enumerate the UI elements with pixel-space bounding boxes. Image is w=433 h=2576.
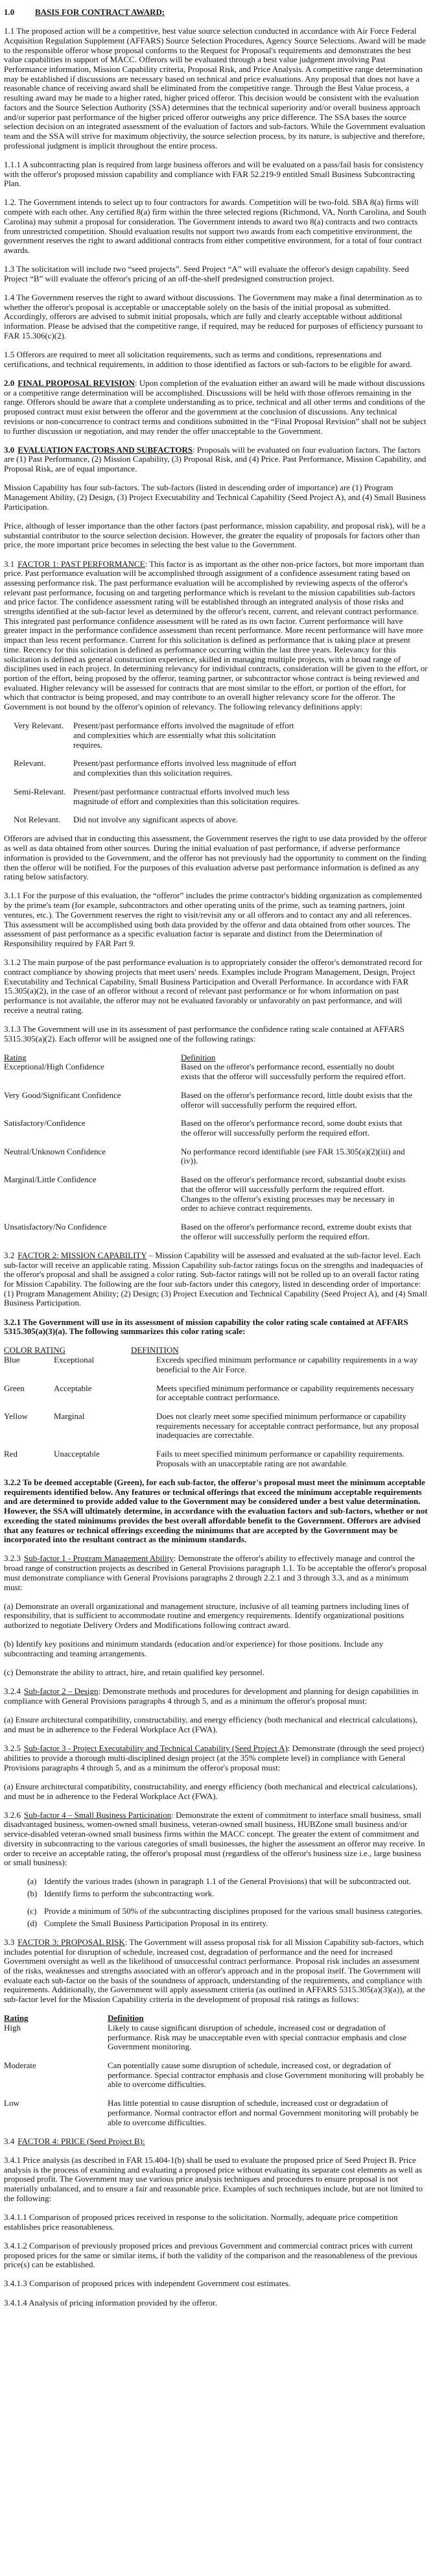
para-3-0: [4, 446, 428, 474]
color-name: Yellow: [4, 1411, 28, 1421]
relevancy-term: Not Relevant.: [14, 815, 61, 825]
para-3-4: [4, 2137, 428, 2147]
section-3-3-text: : The Government will assess proposal risk for all Mission Capability sub-factors, which includes potential for disruption of schedule, increased cost, degradation of performance and the need for increased Government oversight as well as the likelihood of unsuccessful contract performance. Proposal risk includes an assessment of the risks, weaknesses and strengths associated with an offeror's approach and in the proposal itself. The Government will evaluate each sub-factor on the basis of the soundness of approach, understanding of the requirements, and compliance with requirements. Additionally, the Government will apply assessment criteria (as outlined in AFFARS 5315.305(a)(3)(a)), at the sub-factor level for the Mission Capability criteria in the development of proposal risk ratings as follows:: [4, 1937, 425, 2005]
confidence-definition: No performance record identifiable (see FAR 15.305(a)(2)(iii) and (iv)).: [181, 1146, 405, 1166]
para-3-1: [4, 560, 428, 712]
para-1-2: 1.2. The Government intends to select up to four contractors for awards. Competition will be two-fold. SBA 8(a) firms will compete with each other. Any certified 8(a) firm within the three selected regions (Richmond, VA, North Carolina, and South Carolina) may submit a proposal for consideration. The Government intends to award two 8(a) contracts and two contracts from unrestricted competition. Should evaluation results not support two awards from each competitive environment, the government reserves the right to award additional contracts from either competitive environment, for a total of four contract awards.: [4, 197, 427, 255]
confidence-rating: Exceptional/High Confidence: [4, 1062, 104, 1072]
table-row: [4, 2061, 428, 2090]
para-3-4-1-1: 3.4.1.1 Comparison of proposed prices received in response to the solicitation. Normally, adequate price competition establishes price reasonableness.: [4, 2212, 398, 2232]
para-3-1-2: 3.1.2 The main purpose of the past performance evaluation is to appropriately consider the offeror's demonstrated record for contract compliance by showing projects that meet users' needs. Examples include Program Management, Design, Project Executability and Technical Capability, Small Business Participation and Overall Performance. In accordance with FAR 15.305(a)(2), in the case of an offeror without a record of relevant past performance or for whom information on past performance is not available, the offeror may not be evaluated favorably or unfavorably on past performance, and will receive a neutral rating.: [4, 957, 423, 1015]
list-item-label: (d): [27, 1918, 38, 1928]
table-header-row: [4, 1053, 428, 1063]
risk-rating: Low: [4, 2098, 19, 2108]
para-3-4-1-2: 3.4.1.2 Comparison of previously proposed prices and previous Government and commercial contract prices with current proposed prices for the same or similar items, if both the validity of the comparison and the reasonableness of the previous price(s) can be established.: [4, 2240, 417, 2270]
section-3-2-5-text: : Demonstrate (through the seed project) abilities to provide a thorough multi-disciplined design project (at the 35% complete level) in compliance with General Provisions paragraphs 4 through 5, and as a minimum the offeror's proposal must:: [4, 1743, 425, 1772]
para-1-4: 1.4 The Government reserves the right to award without discussions. The Government may make a final determination as to whether the offeror's proposal is acceptable or unacceptable solely on the basis of the initial proposal as submitted. Accordingly, offerors are advised to submit initial proposals, which are fully and clearly acceptable without additional information. Please be advised that the competitive range, if required, may be reduced for purposes of efficiency pursuant to FAR 15.306(c)(2).: [4, 292, 423, 340]
para-price-importance: Price, although of lesser importance than the other factors (past performance, mission capability, and proposal risk), will be a substantial contributor to the source selection decision. However, the greater the equality of proposals for factors other than price, the more important price becomes in selecting the best value to the Government.: [4, 520, 426, 550]
color-rating: Unacceptable: [54, 1449, 100, 1459]
color-rating: Marginal: [54, 1411, 85, 1421]
section-3-3-number: 3.3: [4, 1937, 15, 1947]
risk-rating: Moderate: [4, 2060, 36, 2071]
rating-column-header: Rating: [4, 1052, 27, 1062]
risk-definition: Likely to cause significant disruption of schedule, increased cost or degradation of performance. Risk may be unacceptable even with special contractor emphasis and close Government monitoring.: [108, 2022, 407, 2052]
risk-definition: Can potentially cause some disruption of schedule, increased cost, or degradation of performance. Special contractor emphasis and close Government monitoring will probably be able to overcome difficulties.: [108, 2060, 424, 2090]
para-3-2-2: 3.2.2 To be deemed acceptable (Green), for each sub-factor, the offeror's proposal must meet the minimum acceptable requirements identified below. Any features or technical offerings that exceed the minimum acceptable requirements and are determined to provide added value to the Government may be considered under a best value determination. However, the SSA will ultimately determine, in accordance with the evaluation factors and sub-factors, whether or not exceeding the stated minimums provides the best overall affordable benefit to the Government. Offerors are advised that any features or technical offerings exceeding the minimums that are accepted by the Government may be incorporated into the resultant contract as the minimum standards.: [4, 1477, 428, 1545]
list-item-text: Complete the Small Business Participation Proposal in its entirety.: [44, 1918, 268, 1928]
section-3-2-3-text: : Demonstrate the offeror's ability to effectively manage and control the broad range of construction projects as described in General Provisions paragraph 1.1. To be acceptable the offeror's proposal must demonstrate compliance with General Provisions paragraphs 2 through 2.2.1 and 3 through 3.3, and as a minimum must:: [4, 1553, 427, 1592]
section-2-number: 2.0: [4, 378, 15, 388]
section-3-3-title: FACTOR 3: PROPOSAL RISK: [18, 1937, 125, 1947]
para-3-1-1: 3.1.1 For the purpose of this evaluation, the “offeror” includes the prime contractor's bidding organization as complemented by the prime's team (for example, subcontractors and other operating units of the prime, such as teaming partners, joint ventures, etc.). The Government reserves the right to visit/revisit any or all offerors and to contact any and all references. This assessment will be accomplished using both data provided by the offeror and data obtained from other sources. The assessment of past performance as a specific evaluation factor is separate and distinct from the Determination of Responsibility required by FAR Part 9.: [4, 890, 422, 948]
list-item: [27, 1877, 428, 1887]
confidence-rating: Very Good/Significant Confidence: [4, 1090, 121, 1100]
color-definition: Does not clearly meet some specified minimum performance or capability requirements necessary for acceptable contract performance, but any proposal inadequacies are correctable.: [156, 1411, 419, 1440]
relevancy-definition: Present/past performance efforts involved the magnitude of effort and complexities which are essentially what this solicitation requires.: [73, 721, 294, 750]
para-2-0: [4, 379, 428, 436]
list-item: [27, 1889, 428, 1899]
confidence-rating-table: [4, 1053, 428, 1242]
list-item-text: Identify firms to perform the subcontracting work.: [44, 1889, 215, 1899]
risk-rating: High: [4, 2022, 21, 2033]
color-rating-table: [4, 1346, 428, 1468]
confidence-definition: Based on the offeror's performance record, extreme doubt exists that the offeror will successfully perform the required effort.: [181, 1221, 412, 1241]
relevancy-definitions-table: [14, 721, 428, 825]
para-offerors-advised: Offerors are advised that in conducting this assessment, the Government reserves the right to use data provided by the offeror as well as data obtained from other sources. During the initial evaluation of past performance, if adverse performance information is provided to the Government, and the offeror has not previously had the opportunity to comment on the finding then the offeror will be notified. For the purposes of this evaluation adverse past performance information is defined as any rating below satisfactory.: [4, 833, 427, 882]
table-row: [14, 815, 428, 825]
section-1-title: BASIS FOR CONTRACT AWARD:: [35, 7, 165, 17]
section-3-2-4-number: 3.2.4: [4, 1686, 21, 1697]
confidence-rating: Neutral/Unknown Confidence: [4, 1146, 106, 1156]
confidence-definition: Based on the offeror's performance record, some doubt exists that the offeror will successfully perform the required effort.: [181, 1118, 403, 1138]
section-3-text: : Proposals will be evaluated on four evaluation factors. The factors are (1) Past Performance, (2) Mission Capability, (3) Proposal Risk, and (4) Price. Past Performance, Mission Capability, and Proposal Risk, are of equal importance.: [4, 444, 427, 474]
section-1-number: 1.0: [4, 7, 15, 17]
section-3-1-text: : This factor is as important as the other non-price factors, but more important than price. Past performance evaluation will be accomplished through assignment of a confidence assessment rating based on assessing performance risk. The past performance evaluation will be accomplished by reviewing aspects of the offeror's relevant past performance, focusing on and targeting performance which is revelant to the mission capabilities sub-factors and price factor. The confidence assessment rating will be established through an integrated analysis of those risks and strengths identified at the sub-factor level as determined by the offeror's recent, current, and relevant contract performance. This integrated past performance confidence assessment will be rated as its own factor. Current performance will have greater impact in the performance confidence assessment than recent performance. More recent performance will have more impact than less recent performance. Current for this solicitation is defined as performance that is taking place at present time. Recency for this solicitation is defined as performance occurring within the last three years. Relevancy for this solicitation is defined as general construction experience, skilled in managing multiple projects, with a broad range of disciplines used in each project. In determining relevancy for individual contracts, consideration will be given to the effort, or portion of the effort, being proposed by the offeror, teaming partner, or subcontractor whose contract is being reviewed and evaluated. Higher relevancy will be assessed for contracts that are most similar to the effort, or portion of the effort, for which that contractor is being proposed, and may contribute to an overall higher relevancy score for the offeror. The Government is not bound by the offeror's opinion of relevancy. The following relevancy definitions apply:: [4, 558, 428, 712]
proposal-risk-rating-table: [4, 2014, 428, 2127]
section-1-heading: [4, 8, 428, 18]
relevancy-definition: Did not involve any significant aspects of above.: [73, 815, 239, 825]
para-3-2-4-a: (a) Ensure architectural compatibility, constructability, and energy efficiency (both mechanical and electrical calculations), and must be in adherence to the Federal Workplace Act (FWA).: [4, 1715, 417, 1735]
table-row: [4, 1449, 428, 1468]
relevancy-term: Relevant.: [14, 758, 46, 769]
definition-column-header: Definition: [181, 1052, 216, 1062]
confidence-definition: Based on the offeror's performance record, essentially no doubt exists that the offeror will successfully perform the required effort.: [181, 1062, 406, 1082]
para-3-2-3-a: (a) Demonstrate an overall organizational and management structure, inclusive of all teaming partners including lines of responsibility, that is sufficient to accommodate routine and emergency requirements. Identify organizational positions authorized to negotiate Delivery Orders and Modifications following contract award.: [4, 1601, 409, 1630]
para-3-2-6: [4, 1811, 428, 1868]
section-3-2-5-number: 3.2.5: [4, 1743, 21, 1754]
para-3-4-1: 3.4.1 Price analysis (as described in FAR 15.404-1(b) shall be used to evaluate the proposed price of Seed Project B. Price analysis is the process of examining and evaluating a proposed price without evaluating its separate cost elements as well as proposed profit. The Government may use various price analysis techniques and procedures to ensure proposal is not materially unbalanced, and to ensure a fair and reasonable price. Examples of such techniques include, but are not limited to the following:: [4, 2154, 423, 2203]
table-row: [14, 787, 428, 806]
table-row: [4, 1222, 428, 1241]
relevancy-definition: Present/past performance contractual efforts involved much less magnitude of effort and complexities than this solicitation requires.: [73, 786, 300, 806]
section-3-2-6-text: : Demonstrate the extent of commitment to interface small business, small disadvantaged business, women-owned small business, veteran-owned small business, HUBZone small business and/or service-disabled veteran-owned small business firms within the MACC concept. The greater the extent of commitment and diversity in subcontracting to the various categories of small businesses, the higher the assessment an offeror may receive. In order to receive an acceptable rating, the offeror's proposal must (regardless of the offeror's business size i.e., large business or small business):: [4, 1809, 425, 1868]
table-row: [4, 1062, 428, 1081]
para-3-1-3: 3.1.3 The Government will use in its assessment of past performance the confidence rating scale contained at AFFARS 5315.305(a)(2). Each offeror will be assigned one of the following ratings:: [4, 1023, 404, 1044]
color-name: Blue: [4, 1355, 20, 1365]
section-3-title: EVALUATION FACTORS AND SUBFACTORS: [18, 444, 193, 455]
para-1-5: 1.5 Offerors are required to meet all solicitation requirements, such as terms and conditions, representations and certifications, and technical requirements, in addition to those identified as factors or sub-factors to be eligible for award.: [4, 350, 412, 369]
color-rating: Exceptional: [54, 1355, 95, 1365]
table-header-row: [4, 2014, 428, 2023]
color-name: Green: [4, 1383, 25, 1393]
definition-column-header: Definition: [108, 2013, 144, 2023]
section-3-2-3-number: 3.2.3: [4, 1553, 21, 1564]
color-definition: Exceeds specified minimum performance or capability requirements in a way beneficial to the Air Force.: [156, 1355, 418, 1374]
relevancy-term: Very Relevant.: [14, 721, 64, 731]
confidence-rating: Satisfactory/Confidence: [4, 1118, 86, 1128]
para-3-3: [4, 1938, 428, 2005]
table-row: [4, 1355, 428, 1374]
risk-definition: Has little potential to cause disruption of schedule, increased cost or degradation of performance. Normal contractor effort and normal Government monitoring will probably be able to overcome difficulties.: [108, 2098, 419, 2127]
section-3-2-5-title: Sub-factor 3 - Project Executability and Technical Capability (Seed Project A): [24, 1743, 288, 1754]
list-item-label: (c): [27, 1905, 37, 1916]
para-3-2-5: [4, 1744, 428, 1772]
para-3-2-1: 3.2.1 The Government will use in its assessment of mission capability the color rating scale contained at AFFARS 5315.305(a)(3)(a). The following summarizes this color rating scale:: [4, 1317, 408, 1337]
list-item-text: Identify the various trades (shown in paragraph 1.1 of the General Provisions) that will be subcontracted out.: [44, 1876, 412, 1887]
table-row: [14, 759, 428, 778]
section-3-2-6-number: 3.2.6: [4, 1809, 21, 1820]
confidence-definition: Based on the offeror's performance record, little doubt exists that the offeror will successfully perform the required effort.: [181, 1090, 412, 1110]
table-row: [4, 1175, 428, 1213]
para-1-3: 1.3 The solicitation will include two “seed projects”. Seed Project “A” will evaluate the offeror's design capability. Seed Project “B” will evaluate the offeror's pricing of an off-the-shelf predesigned construction project.: [4, 264, 409, 283]
color-definition: Meets specified minimum performance or capability requirements necessary for acceptable contract performance.: [156, 1383, 415, 1403]
small-business-requirements-list: [27, 1877, 428, 1928]
section-3-4-title: FACTOR 4: PRICE (Seed Project B):: [18, 2136, 145, 2146]
color-name: Red: [4, 1449, 18, 1459]
section-3-2-title: FACTOR 2: MISSION CAPABILITY: [18, 1250, 147, 1260]
table-row: [4, 1147, 428, 1166]
table-row: [4, 2099, 428, 2127]
para-1-1: 1.1 The proposed action will be a competitive, best value source selection conducted in accordance with Air Force Federal Acquisition Regulation Supplement (AFFARS) Source Selection Procedures, Agency Source Selections. Award will be made to the responsible offeror whose proposal conforms to the Request for Proposal's requirements and demonstrates the best value capabilities in support of MACC. Offerors will be evaluated through a best value judgement involving Past Performance information, Mission Capability criteria, Proposal Risk, and Price Analysis. A competitive range determination may be established if discussions are necessary based on technical and price evaluations. Any proposal that does not have a reasonable chance of receiving award shall be eliminated from the competitive range. Through the Best Value process, a resulting award may be made to a higher rated, higher priced offeror. This decision would be consistent with the evaluation factors and the Source Selection Authority (SSA) determines that the technical superiority and/or overall business approach and/or superior past performance of the higher priced offeror outweighs any price difference. The SSA bases the source selection decision on an integrated assessment of the evaluation of factors and sub-factors. While the Government evaluation team and the SSA will strive for maximum objectivity, the source selection process, by its nature, is subjective and therefore, professional judgment is implicit throughout the entire process.: [4, 26, 426, 150]
section-3-number: 3.0: [4, 444, 15, 455]
para-1-1-1: 1.1.1 A subcontracting plan is required from large business offerors and will be evaluated on a pass/fail basis for consistency with the offeror's proposed mission capability and compliance with FAR 52.219-9 entitled Small Business Subcontracting Plan.: [4, 159, 424, 189]
section-3-1-number: 3.1: [4, 558, 15, 569]
section-2-text: : Upon completion of the evaluation either an award will be made without discussions or a competitive range determination will be accomplished. Discussions will be held with those offerors remaining in the range. Offerors should be aware that a complete understanding as to price, technical and all other terms and conditions of the proposed contract must exist between the offeror and the government at the conclusion of discussions. Any technical revisions or non-concurrence to contract terms and conditions submitted in the “Final Proposal Revision” shall not be subject to further discussion or negotiation, and may render the offer unacceptable to the Government.: [4, 378, 427, 436]
relevancy-definition: Present/past performance efforts involved less magnitude of effort and complexities than this solicitation requires.: [73, 758, 297, 778]
para-3-2: [4, 1251, 428, 1308]
table-row: [4, 2023, 428, 2052]
list-item-label: (b): [27, 1889, 38, 1899]
section-3-2-6-title: Sub-factor 4 – Small Business Participation: [24, 1809, 172, 1820]
table-row: [14, 721, 428, 750]
table-row: [4, 1119, 428, 1138]
para-3-4-1-4: 3.4.1.4 Analysis of pricing information provided by the offeror.: [4, 2297, 218, 2308]
confidence-rating: Unsatisfactory/No Confidence: [4, 1221, 107, 1232]
table-row: [4, 1091, 428, 1110]
list-item: [27, 1919, 428, 1929]
relevancy-term: Semi-Relevant.: [14, 786, 66, 796]
definition-column-header: DEFINITION: [131, 1345, 179, 1355]
para-3-2-4: [4, 1687, 428, 1706]
color-rating-column-header: COLOR RATING: [4, 1345, 65, 1355]
section-3-1-title: FACTOR 1: PAST PERFORMANCE: [18, 558, 145, 569]
section-3-2-4-title: Sub-factor 2 – Design: [24, 1686, 99, 1697]
para-3-2-3-b: (b) Identify key positions and minimum standards (education and/or experience) for those positions. Include any subcontracting and teaming arrangements.: [4, 1639, 384, 1659]
rating-column-header: Rating: [4, 2013, 29, 2023]
list-item-label: (a): [27, 1876, 37, 1887]
color-rating: Acceptable: [54, 1383, 92, 1393]
list-item: [27, 1907, 428, 1916]
table-row: [4, 1412, 428, 1440]
section-2-title: FINAL PROPOSAL REVISION: [18, 378, 135, 388]
color-definition: Fails to meet specified minimum performance or capability requirements. Proposals with an unacceptable rating are not awardable.: [156, 1449, 405, 1468]
table-header-row: [4, 1346, 428, 1355]
section-3-2-text: – Mission Capability will be assessed and evaluated at the sub-factor level. Each sub-factor will receive an applicable rating. Mission Capability sub-factor ratings focus on the strengths and inadequacies of the offeror's proposal and shall be assigned a color rating. Sub-factor ratings will not be rolled up to an overall factor rating for Mission Capability. The following are the four sub-factors under this category, listed in descending order of importance: (1) Program Management Ability; (2) Design; (3) Project Execution and Technical Capability (Seed Project A), and (4) Small Business Participation.: [4, 1250, 428, 1308]
section-3-2-number: 3.2: [4, 1250, 15, 1260]
para-3-2-3-c: (c) Demonstrate the ability to attract, hire, and retain qualified key personnel.: [4, 1667, 265, 1678]
list-item-text: Provide a minimum of 50% of the subcontracting disciplines proposed for the various small business categories.: [44, 1905, 423, 1916]
section-3-4-number: 3.4: [4, 2136, 15, 2146]
confidence-definition: Based on the offeror's performance record, substantial doubt exists that the offeror will successfully perform the required effort. Changes to the offeror's existing processes may be necessary in order to achieve contract requirements.: [181, 1175, 406, 1213]
para-3-2-5-a: (a) Ensure architectural compatibility, constructability, and energy efficiency (both mechanical and electrical calculations), and must be in adherence to the Federal Workplace Act (FWA).: [4, 1781, 417, 1801]
confidence-rating: Marginal/Little Confidence: [4, 1175, 97, 1185]
table-row: [4, 1384, 428, 1403]
section-3-2-3-title: Sub-factor 1 - Program Management Ability: [24, 1553, 174, 1564]
para-3-2-3: [4, 1554, 428, 1592]
para-mission-subfactors: Mission Capability has four sub-factors. The sub-factors (listed in descending order of importance) are (1) Program Management Ability, (2) Design, (3) Project Executability and Technical Capability (Seed Project A), and (4) Small Business Participation.: [4, 483, 427, 512]
para-3-4-1-3: 3.4.1.3 Comparison of proposed prices with independent Government cost estimates.: [4, 2278, 291, 2289]
section-3-2-4-text: : Demonstrate methods and procedures for development and planning for design capabilities in compliance with General Provisions paragraphs 4 through 5, and as a minimum the offeror's proposal must:: [4, 1686, 419, 1706]
